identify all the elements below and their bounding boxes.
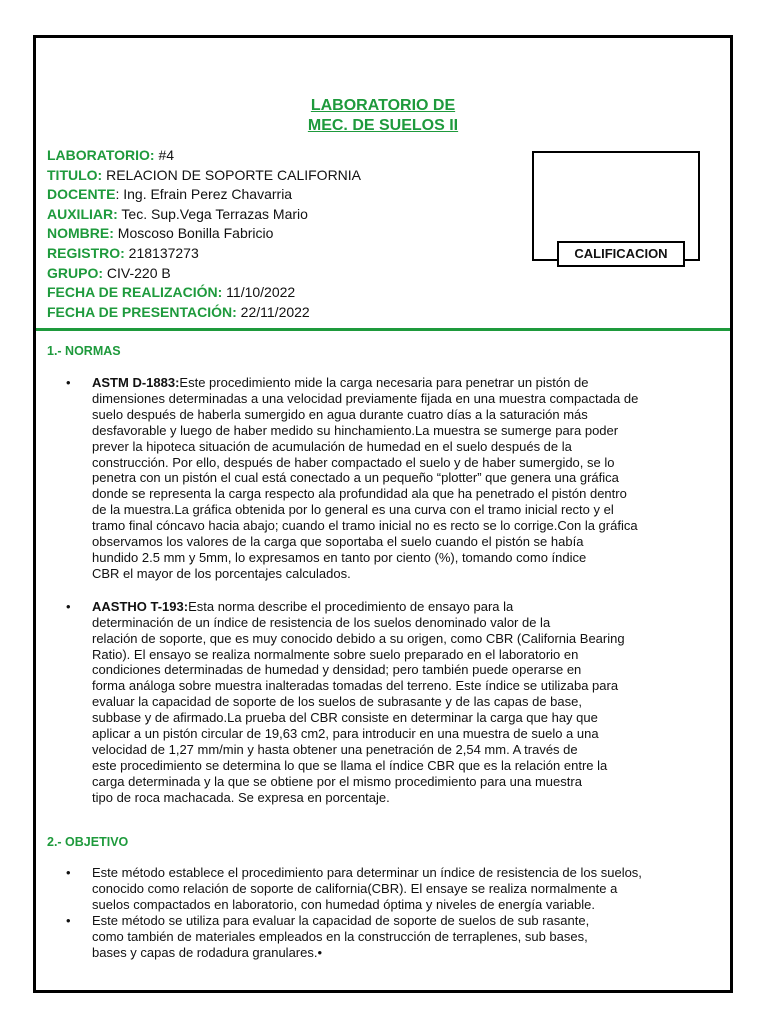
list-item — [62, 375, 680, 582]
text-line — [92, 929, 680, 945]
line-text: observamos los valores de la carga que soportaba el suelo cuando el pistón se había — [92, 534, 584, 550]
section-heading-normas: 1.- NORMAS — [47, 344, 121, 358]
document-frame — [33, 35, 733, 993]
text-line — [92, 455, 680, 471]
text-line — [92, 881, 680, 897]
info-value: Tec. Sup.Vega Terrazas Mario — [117, 205, 308, 222]
info-row — [47, 303, 507, 323]
line-text: condiciones determinadas de humedad y densidad; pero también puede operarse en — [92, 662, 582, 678]
bullet-icon: • — [66, 598, 71, 614]
list-item — [62, 913, 680, 961]
info-row — [47, 185, 507, 205]
info-row — [47, 146, 507, 166]
text-line — [92, 518, 680, 534]
text-line — [92, 375, 680, 391]
line-text: conocido como relación de soporte de california(CBR). El ensaye se realiza normalmente a — [92, 880, 618, 896]
line-text: determinación de un índice de resistencia de los suelos denominado valor de la — [92, 614, 551, 630]
line-text: dimensiones determinadas a una velocidad previamente fijada en una muestra compactada de — [92, 390, 639, 406]
line-text: relación de soporte, que es muy conocido debido a su origen, como CBR (California Bearing — [92, 630, 625, 646]
line-text: desfavorable y luego de haber medido su hinchamiento.La muestra se sumerge para poder — [92, 422, 619, 438]
text-line — [92, 631, 680, 647]
line-text: aplicar a un pistón circular de 19,63 cm2, para introducir en una muestra de suelo a una — [92, 726, 599, 742]
info-label: FECHA DE REALIZACIÓN: — [47, 284, 223, 301]
text-line — [92, 913, 680, 929]
line-text: este procedimiento se determina lo que se llama el índice CBR que es la relación entre la — [92, 757, 608, 773]
line-text: tipo de roca machacada. Se expresa en porcentaje. — [92, 789, 390, 805]
text-line — [92, 678, 680, 694]
section-heading-objetivo: 2.- OBJETIVO — [47, 835, 129, 849]
text-line — [92, 865, 680, 881]
text-line — [92, 742, 680, 758]
info-row — [47, 244, 507, 264]
document-title-line1: LABORATORIO DE — [310, 97, 456, 114]
line-text: Ratio). El ensayo se realiza normalmente sobre suelo preparado en el laboratorio en — [92, 646, 579, 662]
info-row — [47, 224, 507, 244]
line-text: bases y capas de rodadura granulares.• — [92, 944, 323, 960]
text-line — [92, 550, 680, 566]
text-line — [92, 945, 680, 961]
line-text: Esta norma describe el procedimiento de ensayo para la — [188, 598, 514, 614]
normas-list — [62, 375, 680, 806]
line-text: construcción. Por ello, después de haber compactado el suelo y de haber sumergido, se lo — [92, 454, 615, 470]
line-text: forma análoga sobre muestra inalteradas tomadas del terreno. Este índice se utilizaba para — [92, 678, 619, 694]
grade-label: CALIFICACION — [557, 241, 685, 267]
line-text: como también de materiales empleados en la construcción de terraplenes, sub bases, — [92, 928, 588, 944]
line-text: donde se representa la carga respecto ala profundidad ala que ha penetrado el pistón dentro — [92, 486, 627, 502]
info-row — [47, 264, 507, 284]
text-line — [92, 486, 680, 502]
info-value: 11/10/2022 — [222, 284, 296, 301]
document-title-line2: MEC. DE SUELOS II — [307, 117, 459, 134]
info-label: REGISTRO: — [47, 244, 125, 261]
bullet-icon: • — [66, 375, 71, 390]
text-line — [92, 774, 680, 790]
text-line — [92, 407, 680, 423]
info-row — [47, 166, 507, 186]
text-line — [92, 647, 680, 663]
line-text: de la muestra.La gráfica obtenida por lo general es una curva con el tramo inicial recto y el — [92, 502, 614, 518]
text-line — [92, 662, 680, 678]
line-text: suelo después de haberla sumergido en agua durante cuatro días a la saturación más — [92, 406, 588, 422]
line-text: velocidad de 1,27 mm/min y hasta obtener una penetración de 2,54 mm. A través de — [92, 741, 578, 757]
text-line — [92, 726, 680, 742]
text-line — [92, 897, 680, 913]
list-item — [62, 865, 680, 913]
info-value: 218137273 — [124, 244, 199, 261]
info-label: AUXILIAR: — [47, 205, 118, 222]
objetivo-list — [62, 865, 680, 960]
text-line — [92, 694, 680, 710]
text-line — [92, 710, 680, 726]
info-label: DOCENTE — [47, 186, 116, 203]
norm-code: AASTHO T-193: — [92, 598, 189, 614]
line-text: evaluar la capacidad de soporte de los suelos de subrasante y de las capas de base, — [92, 694, 582, 710]
section-divider — [36, 328, 730, 331]
line-text: tramo final cóncavo hacia abajo; cuando el tramo inicial no es recto se lo corrige.Con la gráfica — [92, 518, 638, 534]
norm-code: ASTM D-1883: — [92, 375, 180, 390]
info-block — [47, 146, 507, 322]
line-text: subbase y de afirmado.La prueba del CBR consiste en determinar la carga que hay que — [92, 710, 598, 726]
text-line — [92, 758, 680, 774]
info-value: #4 — [154, 147, 175, 163]
info-value: Moscoso Bonilla Fabricio — [113, 225, 274, 242]
text-line — [92, 790, 680, 806]
line-text: prever la hipoteca situación de acumulación de humedad en el suelo después de la — [92, 438, 572, 454]
text-line — [92, 470, 680, 486]
text-line — [92, 439, 680, 455]
line-text: CBR el mayor de los porcentajes calculados. — [92, 565, 351, 581]
text-line — [92, 599, 680, 615]
line-text: carga determinada y la que se obtiene por el mismo procedimiento para una muestra — [92, 773, 582, 789]
line-text: Este método establece el procedimiento para determinar un índice de resistencia de los suelos, — [92, 865, 642, 880]
text-line — [92, 391, 680, 407]
info-label: NOMBRE: — [47, 225, 114, 242]
text-line — [92, 423, 680, 439]
text-line — [92, 502, 680, 518]
text-line — [92, 566, 680, 582]
info-value: RELACION DE SOPORTE CALIFORNIA — [102, 166, 362, 183]
info-row — [47, 205, 507, 225]
bullet-icon: • — [66, 865, 71, 880]
info-label: GRUPO: — [47, 264, 103, 281]
line-text: suelos compactados en laboratorio, con humedad óptima y niveles de energía variable. — [92, 896, 595, 912]
bullet-icon: • — [66, 912, 71, 928]
info-label: FECHA DE PRESENTACIÓN: — [47, 303, 237, 320]
info-value: CIV-220 B — [103, 264, 171, 281]
text-line — [92, 534, 680, 550]
line-text: Este método se utiliza para evaluar la capacidad de soporte de suelos de sub rasante, — [92, 912, 590, 928]
info-label: TITULO: — [47, 166, 103, 183]
line-text: penetra con un pistón el cual está conectado a un pequeño “plotter” que genera una gráfica — [92, 470, 619, 486]
list-item — [62, 599, 680, 806]
info-row — [47, 283, 507, 303]
info-label: LABORATORIO: — [47, 147, 155, 163]
info-value: 22/11/2022 — [236, 303, 310, 320]
text-line — [92, 615, 680, 631]
info-value: : Ing. Efrain Perez Chavarria — [115, 186, 293, 203]
line-text: Este procedimiento mide la carga necesaria para penetrar un pistón de — [179, 375, 589, 390]
line-text: hundido 2.5 mm y 5mm, lo expresamos en tanto por ciento (%), tomando como índice — [92, 549, 587, 565]
